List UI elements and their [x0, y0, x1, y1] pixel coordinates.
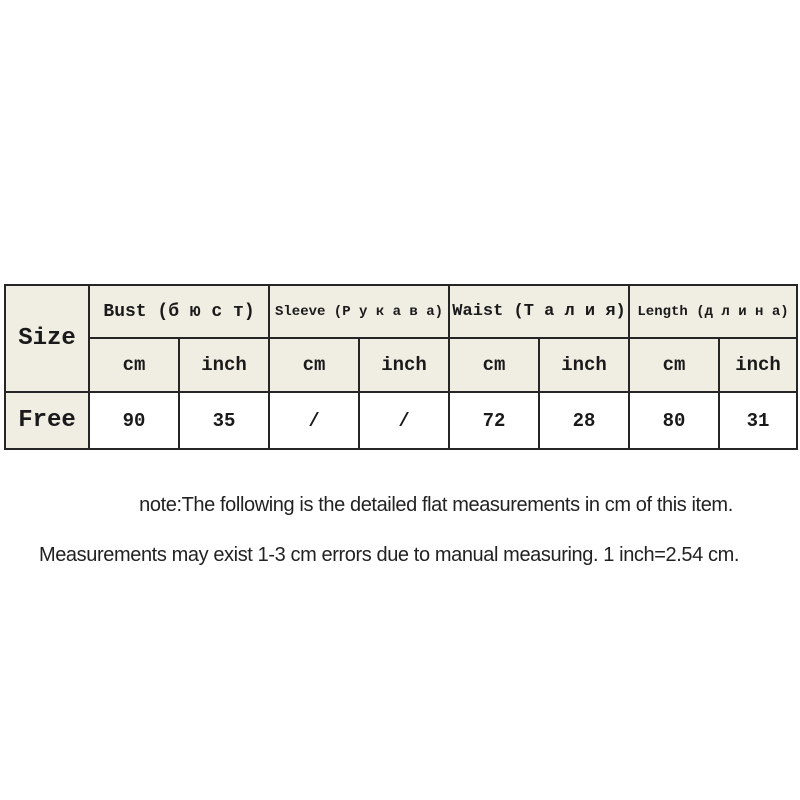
- size-chart-table: [4, 284, 798, 450]
- sleeve-inch-value: /: [359, 392, 449, 449]
- length-inch-value: 31: [719, 392, 797, 449]
- bust-cm-header: cm: [89, 338, 179, 392]
- waist-group-header: Waist (Т а л и я): [449, 285, 629, 338]
- bust-group-header: Bust (б ю с т): [89, 285, 269, 338]
- measurement-note-line1: note:The following is the detailed flat measurements in cm of this item.: [139, 494, 733, 516]
- length-inch-header: inch: [719, 338, 797, 392]
- waist-cm-value: 72: [449, 392, 539, 449]
- table-row: [5, 392, 797, 449]
- table-header-group-row: [5, 285, 797, 338]
- waist-cm-header: cm: [449, 338, 539, 392]
- size-column-header: Size: [5, 285, 89, 392]
- length-cm-header: cm: [629, 338, 719, 392]
- sleeve-group-header: Sleeve (Р у к а в а): [269, 285, 449, 338]
- sleeve-inch-header: inch: [359, 338, 449, 392]
- table-unit-row: [5, 338, 797, 392]
- length-group-header: Length (д л и н а): [629, 285, 797, 338]
- length-cm-value: 80: [629, 392, 719, 449]
- sleeve-cm-header: cm: [269, 338, 359, 392]
- waist-inch-header: inch: [539, 338, 629, 392]
- bust-inch-header: inch: [179, 338, 269, 392]
- bust-inch-value: 35: [179, 392, 269, 449]
- size-value-cell: Free: [5, 392, 89, 449]
- bust-cm-value: 90: [89, 392, 179, 449]
- measurement-note-line2: Measurements may exist 1-3 cm errors due to manual measuring. 1 inch=2.54 cm.: [38, 544, 740, 566]
- waist-inch-value: 28: [539, 392, 629, 449]
- sleeve-cm-value: /: [269, 392, 359, 449]
- size-chart: [4, 284, 796, 450]
